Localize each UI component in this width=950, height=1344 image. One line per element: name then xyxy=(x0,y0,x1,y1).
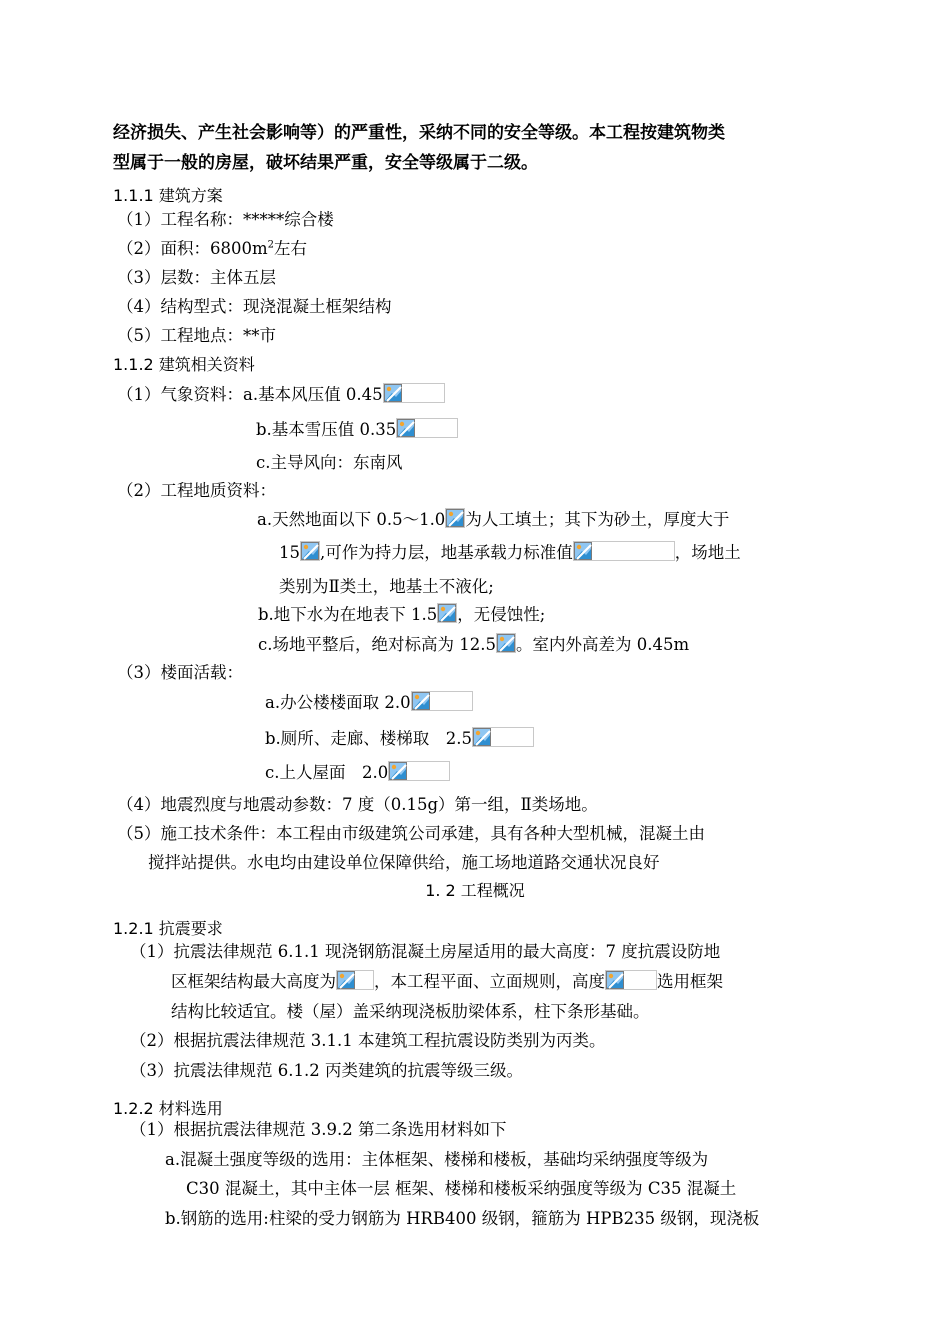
item-material-steel: b.钢筋的选用:柱梁的受力钢筋为 HRB400 级钢，箍筋为 HPB235 级钢，现浇板 xyxy=(165,1209,760,1228)
item-seismic: （4）地震烈度与地震动参数：7 度（0.15g）第一组，Ⅱ类场地。 xyxy=(117,795,598,814)
item-seismic-req-2: 区框架结构最大高度为 ，本工程平面、立面规则，高度 选用框架 xyxy=(171,972,723,991)
item-wind-pressure: （1）气象资料：a.基本风压值 0.45 xyxy=(117,383,445,407)
item-floors: （3）层数：主体五层 xyxy=(117,268,276,287)
item-elevation: c.场地平整后，绝对标高为 12.5 。室内外高差为 0.45m xyxy=(258,635,690,654)
intro-line-2: 型属于一般的房屋，破坏结果严重，安全等级属于二级。 xyxy=(113,153,538,173)
item-snow-pressure: b.基本雪压值 0.35 xyxy=(256,418,458,442)
item-seismic-req-3: 结构比较适宜。楼（屋）盖采纳现浇板肋梁体系，柱下条形基础。 xyxy=(171,1002,650,1021)
item-project-name: （1）工程名称：*****综合楼 xyxy=(117,210,334,229)
item-geology-a2: 15 ,可作为持力层，地基承载力标准值 ，场地土 xyxy=(279,543,741,562)
item-seismic-req-1: （1）抗震法律规范 6.1.1 现浇钢筋混凝土房屋适用的最大高度：7 度抗震设防地 xyxy=(130,942,721,961)
section-heading-1-2-1: 1.2.1 抗震要求 xyxy=(113,919,223,938)
broken-image-icon xyxy=(396,418,458,438)
broken-image-icon xyxy=(383,383,445,403)
item-wind-direction: c.主导风向：东南风 xyxy=(256,453,403,472)
intro-line-1: 经济损失、产生社会影响等）的严重性，采纳不同的安全等级。本工程按建筑物类 xyxy=(113,123,725,143)
item-material-concrete-2: C30 混凝土，其中主体一层 框架、楼梯和楼板采纳强度等级为 C35 混凝土 xyxy=(186,1179,737,1198)
item-seismic-class: （2）根据抗震法律规范 3.1.1 本建筑工程抗震设防类别为丙类。 xyxy=(130,1031,606,1050)
broken-image-icon xyxy=(445,508,465,528)
item-geology-title: （2）工程地质资料： xyxy=(117,481,276,500)
section-heading-1-1-1: 1.1.1 建筑方案 xyxy=(113,186,223,205)
item-live-load-office: a.办公楼楼面取 2.0 xyxy=(265,691,473,715)
item-construction-1: （5）施工技术条件：本工程由市级建筑公司承建，具有各种大型机械，混凝土由 xyxy=(117,824,705,843)
broken-image-icon xyxy=(388,761,450,781)
broken-image-icon xyxy=(573,541,675,561)
broken-image-icon xyxy=(437,603,457,623)
section-heading-1-1-2: 1.1.2 建筑相关资料 xyxy=(113,355,255,374)
item-live-load-title: （3）楼面活载： xyxy=(117,663,243,682)
item-geology-a1: a.天然地面以下 0.5～1.0 为人工填土；其下为砂土，厚度大于 xyxy=(257,510,730,529)
broken-image-icon xyxy=(605,970,657,990)
item-area: （2）面积：$6800m^2$左右 xyxy=(117,239,308,258)
item-structure: （4）结构型式：现浇混凝土框架结构 xyxy=(117,297,392,316)
item-seismic-grade: （3）抗震法律规范 6.1.2 丙类建筑的抗震等级三级。 xyxy=(130,1061,523,1080)
item-material-concrete-1: a.混凝土强度等级的选用：主体框架、楼梯和楼板，基础均采纳强度等级为 xyxy=(165,1150,709,1169)
broken-image-icon xyxy=(300,541,320,561)
item-construction-2: 搅拌站提供。水电均由建设单位保障供给，施工场地道路交通状况良好 xyxy=(148,853,660,872)
broken-image-icon xyxy=(496,633,516,653)
broken-image-icon xyxy=(472,727,534,747)
item-location: （5）工程地点：**市 xyxy=(117,326,276,345)
item-live-load-toilet: b.厕所、走廊、楼梯取 2.5 xyxy=(265,727,534,751)
broken-image-icon xyxy=(411,691,473,711)
item-material-intro: （1）根据抗震法律规范 3.9.2 第二条选用材料如下 xyxy=(130,1120,507,1139)
item-geology-a3: 类别为Ⅱ类土，地基土不液化; xyxy=(279,577,494,596)
section-heading-1-2-2: 1.2.2 材料选用 xyxy=(113,1099,223,1118)
item-live-load-roof: c.上人屋面 2.0 xyxy=(265,761,450,785)
broken-image-icon xyxy=(336,970,374,990)
item-groundwater: b.地下水为在地表下 1.5 ，无侵蚀性; xyxy=(258,605,546,624)
section-title-1-2: 1. 2 工程概况 xyxy=(425,881,525,900)
